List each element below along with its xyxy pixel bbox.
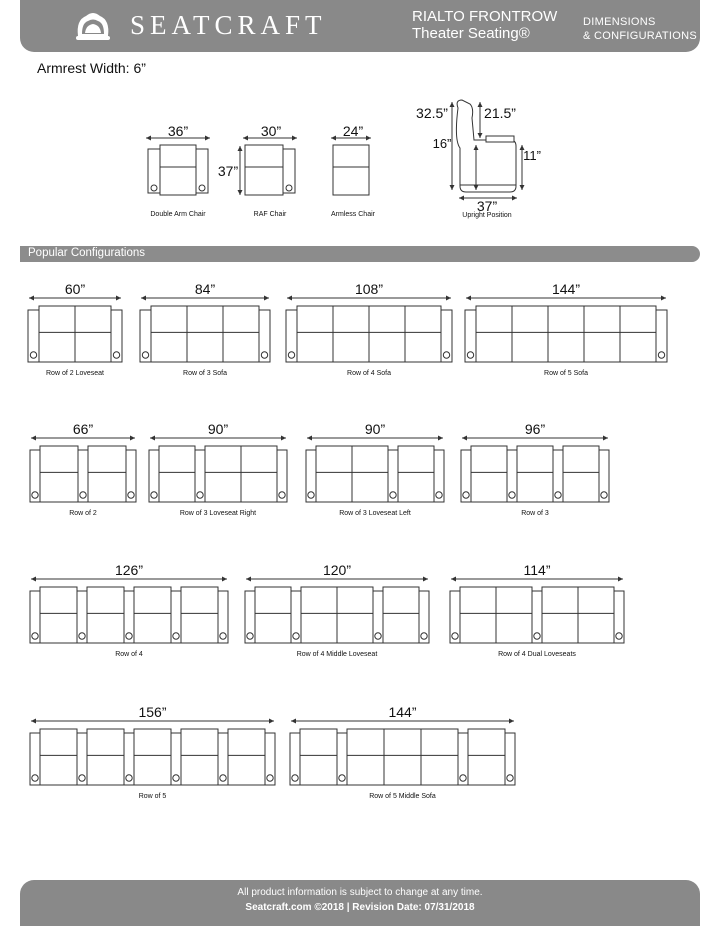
arrow-left-icon [451, 577, 456, 582]
arrow-right-icon [512, 196, 517, 201]
cupholder-icon [339, 775, 345, 781]
configuration-label: Row of 4 Middle Loveseat [296, 651, 378, 658]
armrest-width: Armrest Width: 6” [37, 60, 146, 76]
cupholder-icon [293, 633, 299, 639]
configuration-diagram [30, 562, 228, 658]
dimension-label: 90” [364, 421, 386, 437]
seat-group [181, 729, 218, 785]
cupholder-icon [390, 492, 396, 498]
arrow-left-icon [243, 136, 248, 141]
dimension-label: 108” [354, 281, 384, 297]
configuration-label: Row of 3 Loveseat Left [339, 510, 411, 517]
cupholder-icon [197, 492, 203, 498]
configuration-diagram [306, 421, 444, 517]
arrow-down-icon [478, 133, 483, 138]
configuration-label: Row of 3 [521, 510, 549, 517]
arrow-right-icon [423, 577, 428, 582]
seat-group [563, 446, 599, 502]
seat [160, 145, 196, 195]
seat-group [347, 729, 458, 785]
configuration-diagram [30, 704, 275, 800]
seat-group [151, 306, 259, 362]
footer-revision: Seatcraft.com ©2018 | Revision Date: 07/31/2018 [245, 902, 475, 913]
dimension-label: 144” [388, 704, 417, 720]
configuration-diagram [286, 281, 452, 377]
arrow-left-icon [462, 436, 467, 441]
arrow-left-icon [287, 296, 292, 301]
configuration-diagram [245, 562, 429, 658]
arrow-left-icon [466, 296, 471, 301]
arrow-right-icon [269, 719, 274, 724]
cupholder-icon [267, 775, 273, 781]
cupholder-icon [113, 352, 119, 358]
seat [333, 145, 369, 195]
cupholder-icon [32, 492, 38, 498]
arrow-left-icon [307, 436, 312, 441]
seat-group [471, 446, 507, 502]
cupholder-icon [151, 185, 157, 191]
cupholder-icon [220, 775, 226, 781]
section-heading-line1: DIMENSIONS [583, 16, 656, 28]
arrow-up-icon [238, 146, 243, 151]
brand-name: SEATCRAFT [130, 10, 327, 40]
configuration-label: Row of 4 Dual Loveseats [498, 651, 576, 658]
configuration-diagram [28, 281, 122, 377]
upright-side-view [416, 100, 541, 219]
cupholder-icon [151, 492, 157, 498]
dimension-label: 96” [524, 421, 546, 437]
dimension-label: 120” [322, 562, 352, 578]
dimension-label: 144” [551, 281, 581, 297]
seat-group [517, 446, 553, 502]
arrow-left-icon [291, 719, 296, 724]
seat [245, 145, 283, 195]
cupholder-icon [142, 352, 148, 358]
seat-group [398, 446, 434, 502]
cupholder-icon [80, 492, 86, 498]
component-label: Armless Chair [331, 211, 375, 218]
seat-group [40, 587, 77, 643]
cupholder-icon [79, 633, 85, 639]
cupholder-icon [463, 492, 469, 498]
arrow-right-icon [222, 577, 227, 582]
section-heading-line2: & CONFIGURATIONS [583, 30, 697, 42]
arrow-left-icon [29, 296, 34, 301]
arrow-left-icon [31, 719, 36, 724]
configuration-label: Row of 4 Sofa [347, 370, 391, 377]
arrow-right-icon [281, 436, 286, 441]
arrow-right-icon [292, 136, 297, 141]
arrow-left-icon [150, 436, 155, 441]
arrow-right-icon [618, 577, 623, 582]
arrow-up-icon [450, 102, 455, 107]
arrow-left-icon [146, 136, 151, 141]
seat-group [476, 306, 656, 362]
configuration-label: Row of 5 [138, 793, 167, 800]
cupholder-icon [30, 352, 36, 358]
arrow-right-icon [509, 719, 514, 724]
cupholder-icon [247, 633, 253, 639]
armrest-top [486, 136, 514, 142]
arrow-left-icon [459, 196, 464, 201]
arrow-left-icon [246, 577, 251, 582]
cupholder-icon [509, 492, 515, 498]
configuration-label: Row of 3 Loveseat Right [179, 510, 257, 517]
configuration-diagram [450, 562, 624, 658]
cupholder-icon [507, 775, 513, 781]
cupholder-icon [286, 185, 292, 191]
configuration-label: Row of 4 [115, 651, 143, 658]
dimension-label: 24” [342, 123, 364, 139]
seat-group [87, 587, 124, 643]
seat-group [181, 587, 218, 643]
dimension-label: 156” [138, 704, 167, 720]
product-subline: Theater Seating® [412, 25, 530, 42]
arrow-down-icon [450, 185, 455, 190]
cupholder-icon [460, 775, 466, 781]
dimension-label: 90” [207, 421, 229, 437]
arrow-left-icon [141, 296, 146, 301]
seat-group [228, 729, 265, 785]
configuration-label: Row of 3 Sofa [183, 370, 227, 377]
dimension-label: 11” [523, 148, 541, 163]
arrow-down-icon [238, 190, 243, 195]
cupholder-icon [308, 492, 314, 498]
seat-group [300, 729, 337, 785]
seat-group [40, 729, 77, 785]
arrow-right-icon [264, 296, 269, 301]
component-label: Upright Position [462, 212, 512, 219]
configuration-diagram [140, 281, 270, 377]
configuration-diagram [149, 421, 287, 517]
dimension-label: 37” [476, 198, 498, 214]
double-arm-chair-diagram [146, 123, 210, 218]
cupholder-icon [292, 775, 298, 781]
arrow-right-icon [438, 436, 443, 441]
arrow-right-icon [366, 136, 371, 141]
configurations-title: Popular Configurations [28, 247, 145, 259]
cupholder-icon [452, 633, 458, 639]
dimension-label: 16” [432, 136, 452, 151]
arrow-left-icon [331, 136, 336, 141]
dimension-label: 37” [217, 163, 239, 179]
arrow-down-icon [520, 185, 525, 190]
seat-group [40, 446, 78, 502]
cupholder-icon [467, 352, 473, 358]
raf-chair-diagram [218, 123, 297, 218]
arrow-right-icon [116, 296, 121, 301]
arrow-up-icon [478, 102, 483, 107]
arrow-right-icon [603, 436, 608, 441]
cupholder-icon [126, 775, 132, 781]
cupholder-icon [279, 492, 285, 498]
cupholder-icon [421, 633, 427, 639]
arrow-left-icon [31, 436, 36, 441]
configuration-label: Row of 2 Loveseat [46, 370, 104, 377]
cupholder-icon [32, 775, 38, 781]
cupholder-icon [436, 492, 442, 498]
cupholder-icon [601, 492, 607, 498]
cupholder-icon [555, 492, 561, 498]
component-label: RAF Chair [253, 211, 287, 218]
footer [20, 880, 700, 926]
component-label: Double Arm Chair [150, 211, 206, 218]
configuration-diagram [461, 421, 609, 517]
cupholder-icon [288, 352, 294, 358]
dimension-label: 30” [260, 123, 282, 139]
arrow-right-icon [661, 296, 666, 301]
cupholder-icon [658, 352, 664, 358]
seat-group [468, 729, 505, 785]
cupholder-icon [616, 633, 622, 639]
dimension-label: 84” [194, 281, 216, 297]
cupholder-icon [220, 633, 226, 639]
configuration-label: Row of 2 [69, 510, 97, 517]
cupholder-icon [173, 775, 179, 781]
dimension-label: 36” [167, 123, 189, 139]
armless-chair-diagram [331, 123, 376, 218]
product-line: RIALTO FRONTROW [412, 8, 558, 25]
configuration-diagram [290, 704, 515, 800]
configuration-diagram [30, 421, 136, 517]
dimension-label: 32.5” [416, 105, 448, 121]
cupholder-icon [128, 492, 134, 498]
cupholder-icon [443, 352, 449, 358]
dimension-label: 114” [523, 562, 551, 578]
seat-group [255, 587, 291, 643]
arrow-right-icon [130, 436, 135, 441]
dimension-label: 60” [64, 281, 86, 297]
cupholder-icon [173, 633, 179, 639]
configuration-label: Row of 5 Middle Sofa [369, 793, 436, 800]
dimension-label: 66” [72, 421, 94, 437]
seat-group [134, 587, 171, 643]
configuration-diagram [465, 281, 667, 377]
cupholder-icon [534, 633, 540, 639]
dimension-label: 21.5” [484, 105, 516, 121]
seat-group [88, 446, 126, 502]
cupholder-icon [79, 775, 85, 781]
cupholder-icon [32, 633, 38, 639]
cupholder-icon [261, 352, 267, 358]
seat-group [87, 729, 124, 785]
arrow-left-icon [31, 577, 36, 582]
seat-group [134, 729, 171, 785]
cupholder-icon [126, 633, 132, 639]
arrow-right-icon [205, 136, 210, 141]
cupholder-icon [375, 633, 381, 639]
seat-group [383, 587, 419, 643]
cupholder-icon [199, 185, 205, 191]
seat-group [159, 446, 195, 502]
footer-disclaimer: All product information is subject to change at any time. [237, 887, 483, 898]
dimension-label: 126” [114, 562, 144, 578]
configuration-label: Row of 5 Sofa [544, 370, 588, 377]
arrow-right-icon [446, 296, 451, 301]
